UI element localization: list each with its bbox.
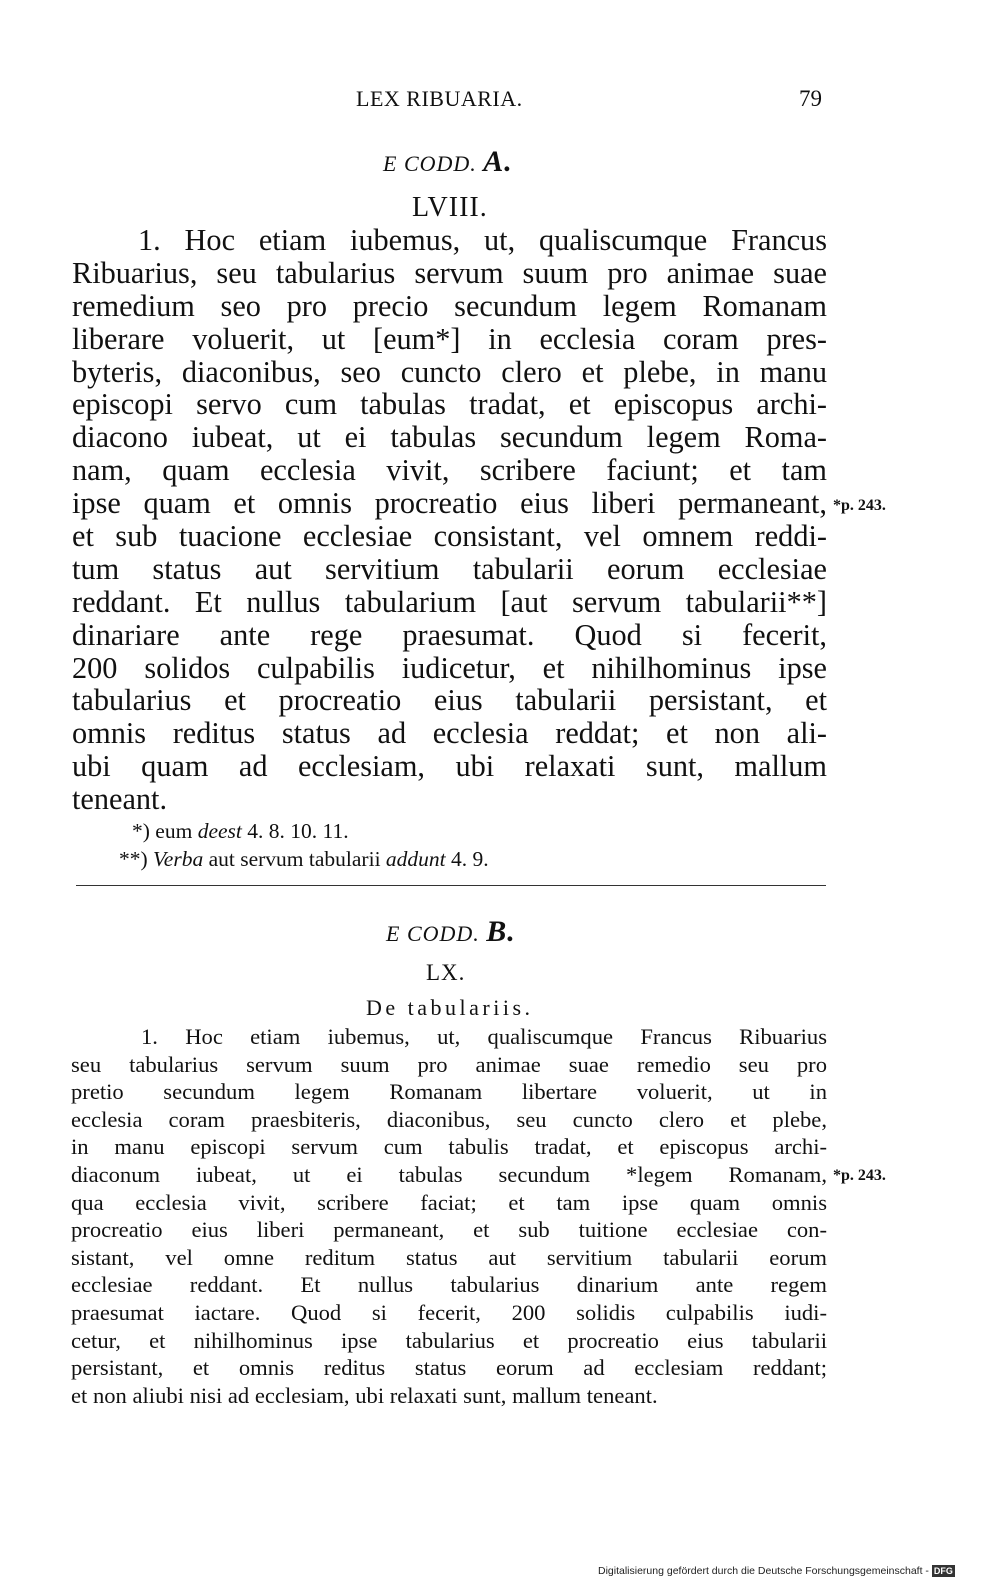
running-title: LEX RIBUARIA. xyxy=(356,86,523,111)
codex-a-label xyxy=(383,145,513,179)
footnote-italic: deest xyxy=(197,819,242,843)
codex-b-label xyxy=(386,915,516,949)
text-line: seu tabularius servum suum pro animae suae remedio seu pro xyxy=(71,1051,827,1077)
footnote-refs: 4. 8. 10. 11. xyxy=(247,819,349,843)
section-b-body xyxy=(71,1023,827,1409)
text-line: 1. Hoc etiam iubemus, ut, qualiscumque Francus xyxy=(138,223,827,257)
text-line: tabularius et procreatio eius tabularii persistant, et xyxy=(72,683,827,718)
chapter-number-b: LX. xyxy=(426,960,466,985)
text-line: et sub tuacione ecclesiae consistant, vel omnem reddi- xyxy=(72,519,827,554)
codex-a-prefix: E CODD. xyxy=(383,151,477,176)
digitization-text: Digitalisierung gefördert durch die Deutsche Forschungsgemeinschaft - xyxy=(598,1565,929,1577)
text-line: diaconum iubeat, ut ei tabulas secundum *legem Romanam, xyxy=(71,1161,827,1187)
text-line: ecclesia coram praesbiteris, diaconibus, seu cuncto clero et plebe, xyxy=(71,1106,827,1132)
footnote-text: aut servum tabularii xyxy=(208,847,381,871)
text-line: teneant. xyxy=(72,782,168,817)
margin-page-ref-b: *p. 243. xyxy=(833,1167,886,1184)
text-line: byteris, diaconibus, seo cuncto clero et plebe, in manu xyxy=(72,354,827,389)
section-a-body xyxy=(72,224,827,816)
text-line: et non aliubi nisi ad ecclesiam, ubi relaxati sunt, mallum teneant. xyxy=(71,1382,658,1408)
text-line: dinariare ante rege praesumat. Quod si fecerit, xyxy=(72,617,827,652)
text-line: remedium seo pro precio secundum legem Romanam xyxy=(72,288,827,323)
text-line: episcopi servo cum tabulas tradat, et episcopus archi- xyxy=(72,387,827,422)
text-line: praesumat iactare. Quod si fecerit, 200 solidis culpabilis iudi- xyxy=(71,1299,827,1325)
text-line: liberare voluerit, ut [eum*] in ecclesia coram pres- xyxy=(72,321,827,356)
section-divider xyxy=(76,885,826,886)
chapter-number-a: LVIII. xyxy=(412,192,488,223)
codex-b-prefix: E CODD. xyxy=(386,921,480,946)
text-line: sistant, vel omne reditum status aut servitium tabularii eorum xyxy=(71,1244,827,1270)
text-line: nam, quam ecclesia vivit, scribere faciunt; et tam xyxy=(72,453,827,488)
text-line: Ribuarius, seu tabularius servum suum pro animae suae xyxy=(72,255,827,290)
footnote-word: eum xyxy=(155,819,193,843)
text-line: qua ecclesia vivit, scribere faciat; et tam ipse quam omnis xyxy=(71,1189,827,1215)
chapter-heading-b: De tabulariis. xyxy=(366,995,534,1020)
footnote-refs: 4. 9. xyxy=(451,847,489,871)
text-line: procreatio eius liberi permaneant, et sub tuitione ecclesiae con- xyxy=(71,1217,827,1243)
dfg-logo-icon: DFG xyxy=(933,1566,953,1577)
text-line: ubi quam ad ecclesiam, ubi relaxati sunt, mallum xyxy=(72,749,827,784)
codex-b-letter: B. xyxy=(486,915,516,948)
text-line: cetur, et nihilhominus ipse tabularius et procreatio eius tabularii xyxy=(71,1327,827,1353)
text-line: pretio secundum legem Romanam libertare voluerit, ut in xyxy=(71,1079,827,1105)
text-line: reddant. Et nullus tabularium [aut servum tabularii**] xyxy=(72,584,827,619)
text-line: 200 solidos culpabilis iudicetur, et nihilhominus ipse xyxy=(72,650,827,685)
text-line: tum status aut servitium tabularii eorum ecclesiae xyxy=(72,551,827,586)
footnote-italic: addunt xyxy=(385,847,446,871)
margin-page-ref-a: *p. 243. xyxy=(833,497,886,514)
text-line: persistant, et omnis reditus status eorum ad ecclesiam reddant; xyxy=(71,1355,827,1381)
digitization-credit xyxy=(598,1565,955,1577)
footnote-italic: Verba xyxy=(153,847,204,871)
footnote-marker: **) xyxy=(119,847,148,871)
footnote-1 xyxy=(132,817,349,845)
text-line: ipse quam et omnis procreatio eius liberi permaneant, xyxy=(72,486,827,521)
codex-a-letter: A. xyxy=(483,145,513,178)
text-line: diacono iubeat, ut ei tabulas secundum legem Roma- xyxy=(72,420,827,455)
page-number: 79 xyxy=(799,86,822,111)
footnote-marker: *) xyxy=(132,819,150,843)
text-line: omnis reditus status ad ecclesia reddat; et non ali- xyxy=(72,716,827,751)
text-line: 1. Hoc etiam iubemus, ut, qualiscumque Francus Ribuarius xyxy=(141,1024,827,1049)
footnote-2 xyxy=(119,845,489,873)
text-line: in manu episcopi servum cum tabulis tradat, et episcopus archi- xyxy=(71,1134,827,1160)
text-line: ecclesiae reddant. Et nullus tabularius dinarium ante regem xyxy=(71,1272,827,1298)
